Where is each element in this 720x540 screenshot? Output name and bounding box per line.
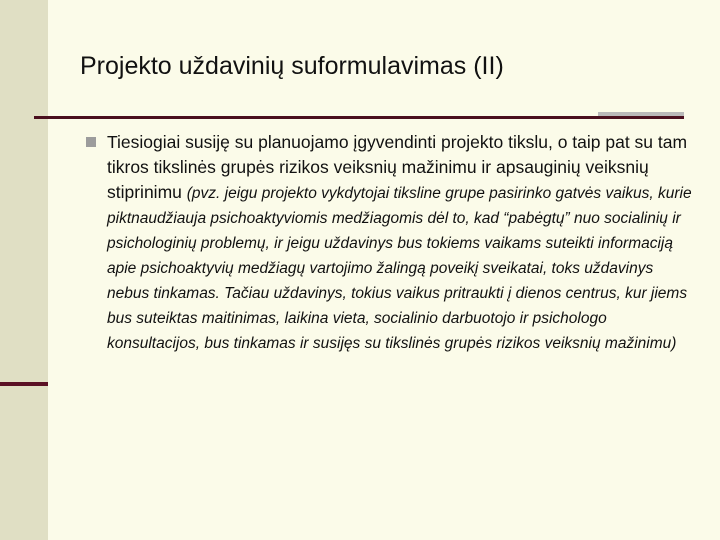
slide-title: Projekto uždavinių suformulavimas (II) <box>80 52 504 80</box>
title-rule <box>34 116 684 119</box>
side-accent-bar <box>0 382 48 386</box>
bullet-text <box>107 130 692 355</box>
bullet-example-note: (pvz. jeigu projekto vykdytojai tiksline grupe pasirinko gatvės vaikus, kurie piktnaudžiauja psichoaktyviomis medžiagomis dėl to, kad “pabėgtų” nuo socialinių ir psichologinių problemų, ir jeigu uždavinys bus tokiems vaikams suteikti informaciją apie psichoaktyvių medžiagų vartojimo žalingą poveikį sveikatai, toks uždavinys nebus tinkamas. Tačiau uždavinys, tokius vaikus pritraukti į dienos centrus, kur jiems bus suteiktas maitinimas, laikina vieta, socialinio darbuotojo ir psichologo konsultacijos, bus tinkamas ir susijęs su tikslinės grupės rizikos veiksnių mažinimu) <box>107 185 692 352</box>
bullet-main-text: Tiesiogiai susiję su planuojamo įgyvendinti projekto tikslu, o taip pat su tam tikros tikslinės grupės rizikos veiksnių mažinimu ir apsauginių veiksnių stiprinimu <box>107 132 688 202</box>
bullet-square-icon <box>86 137 96 147</box>
side-band <box>0 0 48 540</box>
